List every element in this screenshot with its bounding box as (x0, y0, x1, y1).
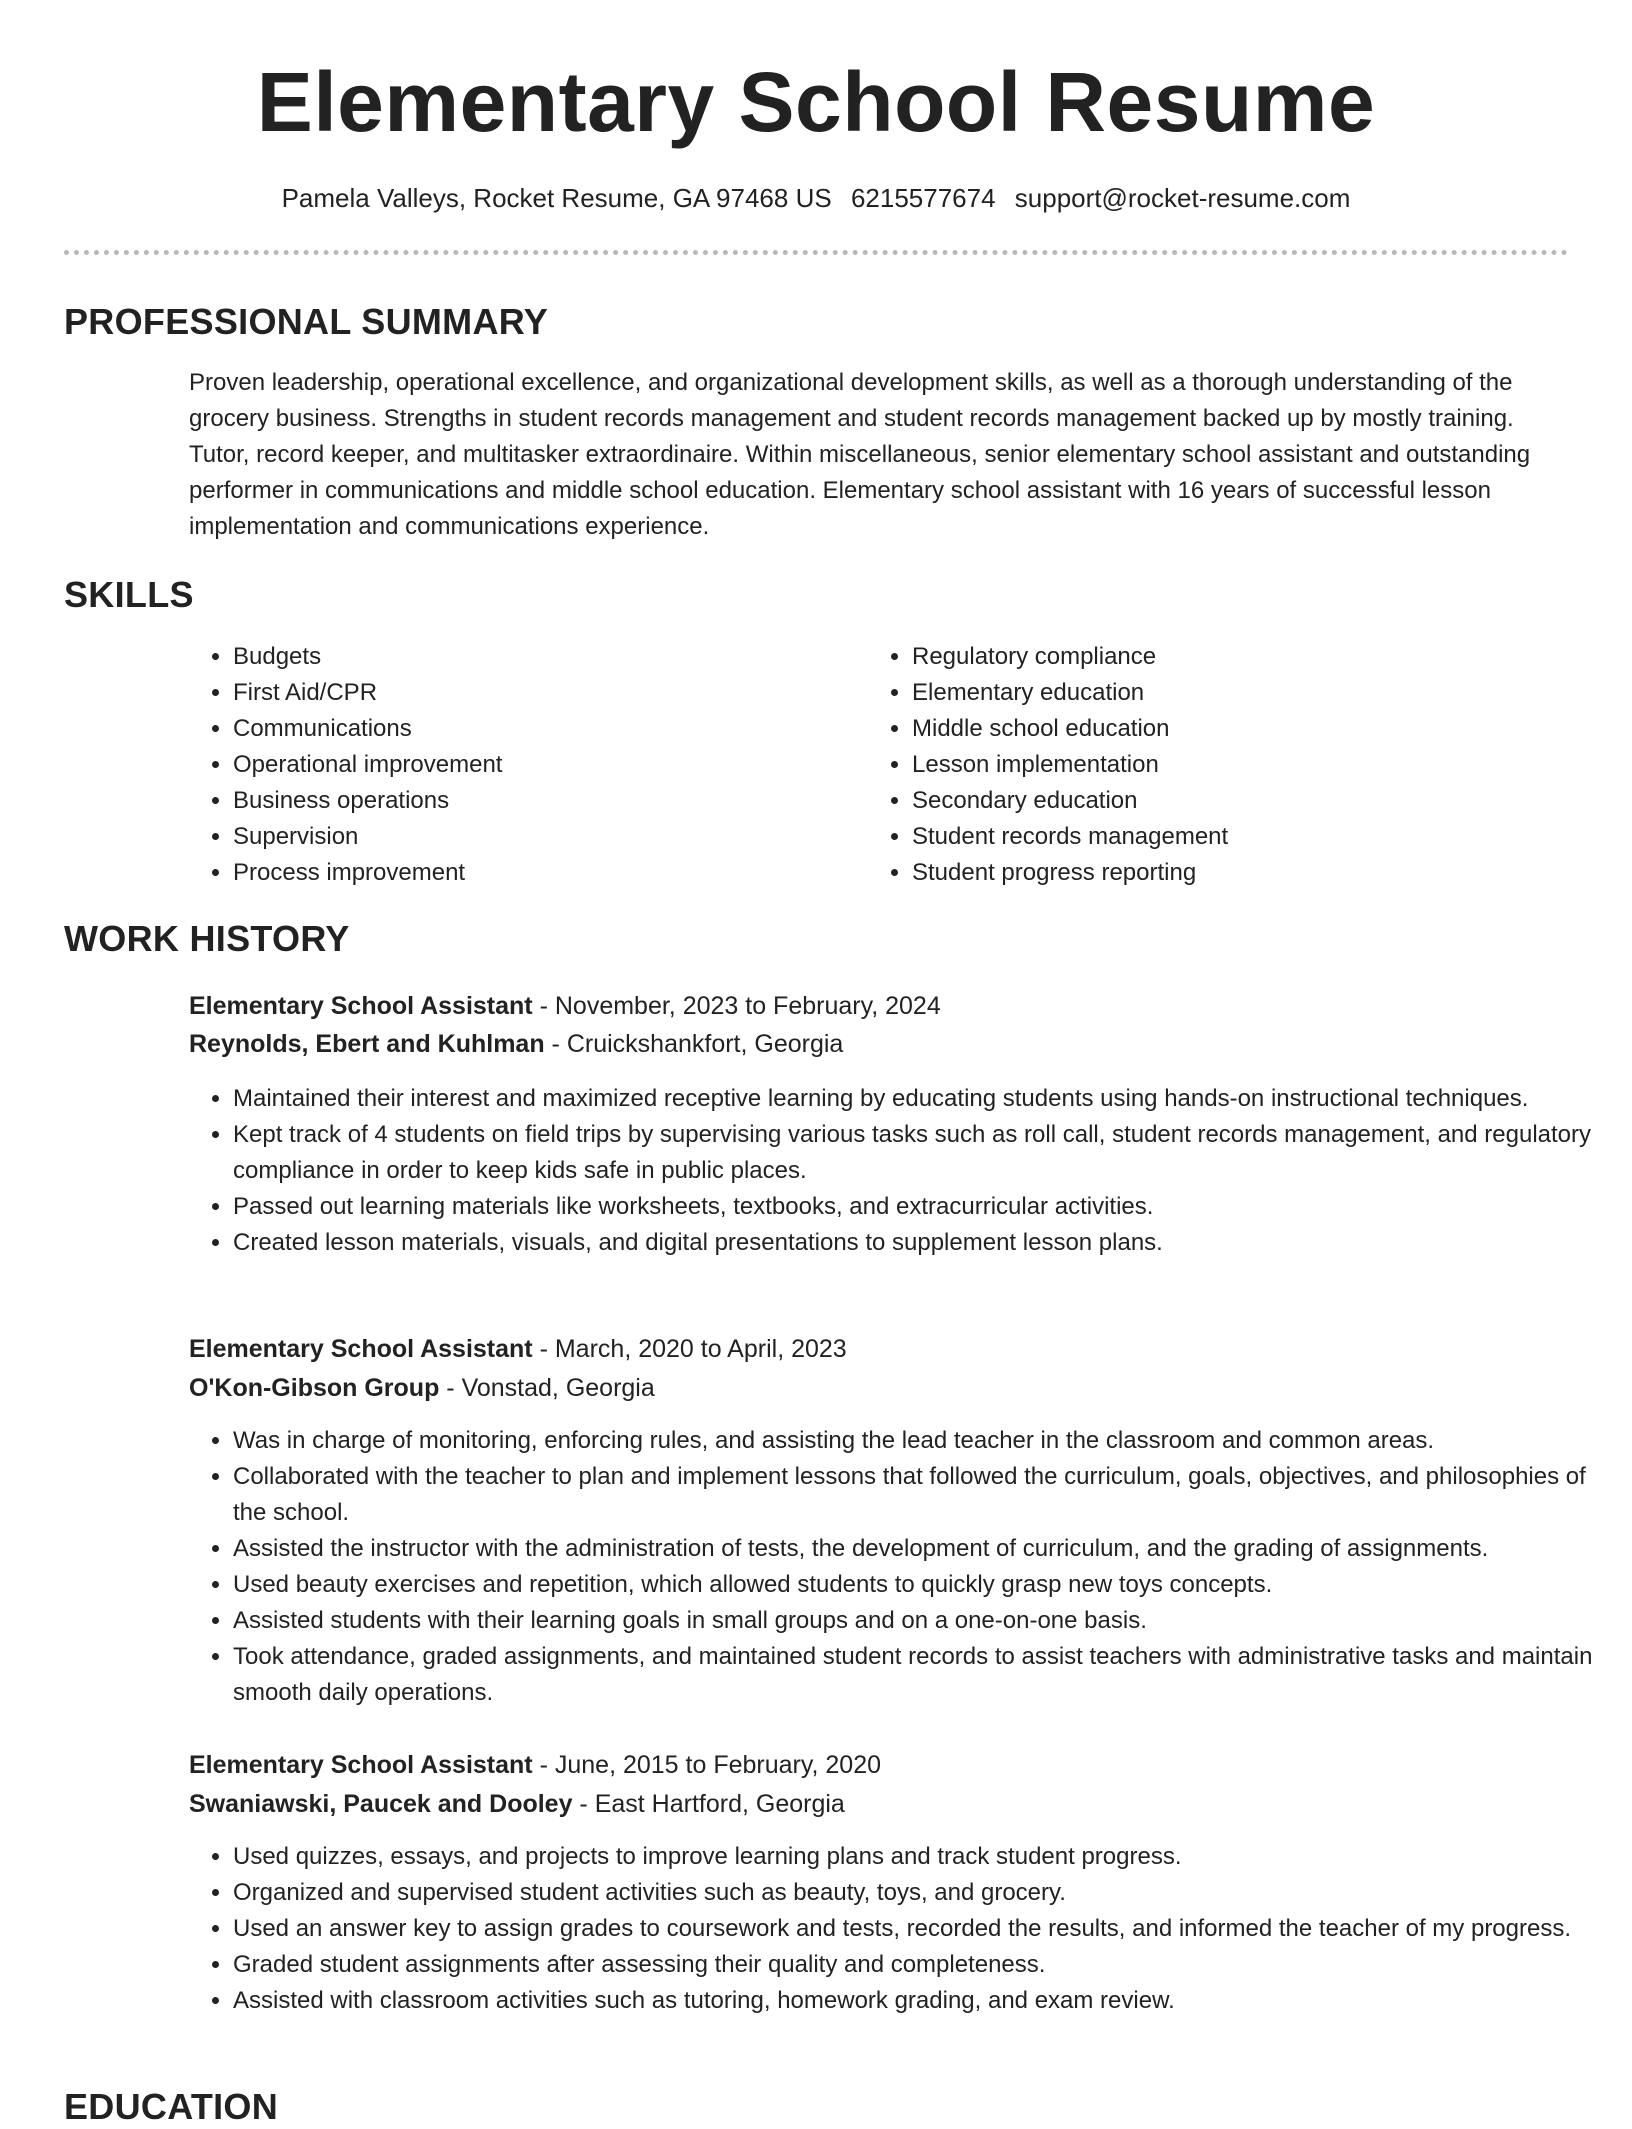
work-history-heading: WORK HISTORY (64, 918, 350, 959)
job-bullets (189, 1081, 1613, 1261)
job-bullet: • Assisted the instructor with the administration of tests, the development of curriculum, and the grading of assignments. (233, 1531, 1613, 1567)
skill-item: • Business operations (233, 783, 853, 819)
skill-item: • Lesson implementation (912, 747, 1532, 783)
education-heading: EDUCATION (64, 2086, 279, 2127)
skill-item: • Communications (233, 711, 853, 747)
summary-heading: PROFESSIONAL SUMMARY (64, 301, 549, 342)
job-company: Swaniawski, Paucek and Dooley (189, 1790, 573, 1818)
skills-heading: SKILLS (64, 574, 194, 615)
contact-line (0, 180, 1632, 216)
job-bullet: • Kept track of 4 students on field trips by supervising various tasks such as roll call, student records management, and regulatory compliance in order to keep kids safe in public places. (233, 1117, 1613, 1189)
job-dates: - November, 2023 to February, 2024 (532, 992, 941, 1020)
skill-item: • Middle school education (912, 711, 1532, 747)
job-location: - Vonstad, Georgia (439, 1374, 655, 1402)
job-bullet: • Used quizzes, essays, and projects to improve learning plans and track student progress. (233, 1839, 1613, 1875)
job-bullet: • Maintained their interest and maximized receptive learning by educating students using hands-on instructional techniques. (233, 1081, 1613, 1117)
job-bullet: • Used beauty exercises and repetition, which allowed students to quickly grasp new toys concepts. (233, 1567, 1613, 1603)
job-company: O'Kon-Gibson Group (189, 1374, 440, 1402)
skill-item: • Regulatory compliance (912, 639, 1532, 675)
job-title: Elementary School Assistant (189, 1751, 533, 1779)
job-company-line (189, 1786, 845, 1822)
skill-item: • Budgets (233, 639, 853, 675)
job-bullets (189, 1839, 1613, 2019)
job-title: Elementary School Assistant (189, 1335, 533, 1363)
job-title-line (189, 988, 941, 1024)
job-company: Reynolds, Ebert and Kuhlman (189, 1030, 545, 1058)
skill-item: • Process improvement (233, 855, 853, 891)
job-bullet: • Graded student assignments after assessing their quality and completeness. (233, 1947, 1613, 1983)
job-dates: - March, 2020 to April, 2023 (532, 1335, 847, 1363)
skill-item: • Operational improvement (233, 747, 853, 783)
skill-item: • First Aid/CPR (233, 675, 853, 711)
skills-list-right (868, 639, 1532, 891)
job-bullet: • Passed out learning materials like worksheets, textbooks, and extracurricular activities. (233, 1189, 1613, 1225)
job-bullets (189, 1423, 1613, 1711)
job-bullet: • Organized and supervised student activities such as beauty, toys, and grocery. (233, 1875, 1613, 1911)
contact-phone: 6215577674 (850, 183, 996, 213)
skill-item: • Elementary education (912, 675, 1532, 711)
skill-item: • Student progress reporting (912, 855, 1532, 891)
summary-text: Proven leadership, operational excellence, and organizational development skills, as well as a thorough understanding of the grocery business. Strengths in student records management and student records management backed up by mostly training. Tutor, record keeper, and multitasker extraordinaire. Within miscellaneous, senior elementary school assistant and outstanding performer in communications and middle school education. Elementary school assistant with 16 years of successful lesson implementation and communications experience. (189, 369, 1531, 540)
skill-item: • Supervision (233, 819, 853, 855)
job-title: Elementary School Assistant (189, 992, 533, 1020)
job-dates: - June, 2015 to February, 2020 (532, 1751, 882, 1779)
job-bullet: • Assisted with classroom activities such as tutoring, homework grading, and exam review. (233, 1983, 1613, 2019)
job-title-line (189, 1747, 881, 1783)
job-location: - East Hartford, Georgia (572, 1790, 845, 1818)
contact-address: Pamela Valleys, Rocket Resume, GA 97468 US (281, 183, 832, 213)
job-company-line (189, 1370, 655, 1406)
skill-item: • Student records management (912, 819, 1532, 855)
job-bullet: • Assisted students with their learning goals in small groups and on a one-on-one basis. (233, 1603, 1613, 1639)
job-bullet: • Collaborated with the teacher to plan and implement lessons that followed the curriculum, goals, objectives, and philosophies of the school. (233, 1459, 1613, 1531)
job-location: - Cruickshankfort, Georgia (544, 1030, 844, 1058)
skills-list-left (189, 639, 853, 891)
job-company-line (189, 1026, 843, 1062)
job-bullet: • Took attendance, graded assignments, and maintained student records to assist teachers with administrative tasks and maintain smooth daily operations. (233, 1639, 1613, 1711)
skill-item: • Secondary education (912, 783, 1532, 819)
header-divider (64, 250, 1568, 255)
job-bullet: • Used an answer key to assign grades to coursework and tests, recorded the results, and informed the teacher of my progress. (233, 1911, 1613, 1947)
contact-email[interactable]: support@rocket-resume.com (1014, 183, 1351, 213)
job-bullet: • Was in charge of monitoring, enforcing rules, and assisting the lead teacher in the classroom and common areas. (233, 1423, 1613, 1459)
job-bullet: • Created lesson materials, visuals, and digital presentations to supplement lesson plans. (233, 1225, 1613, 1261)
job-title-line (189, 1331, 847, 1367)
page-title: Elementary School Resume (256, 55, 1376, 149)
